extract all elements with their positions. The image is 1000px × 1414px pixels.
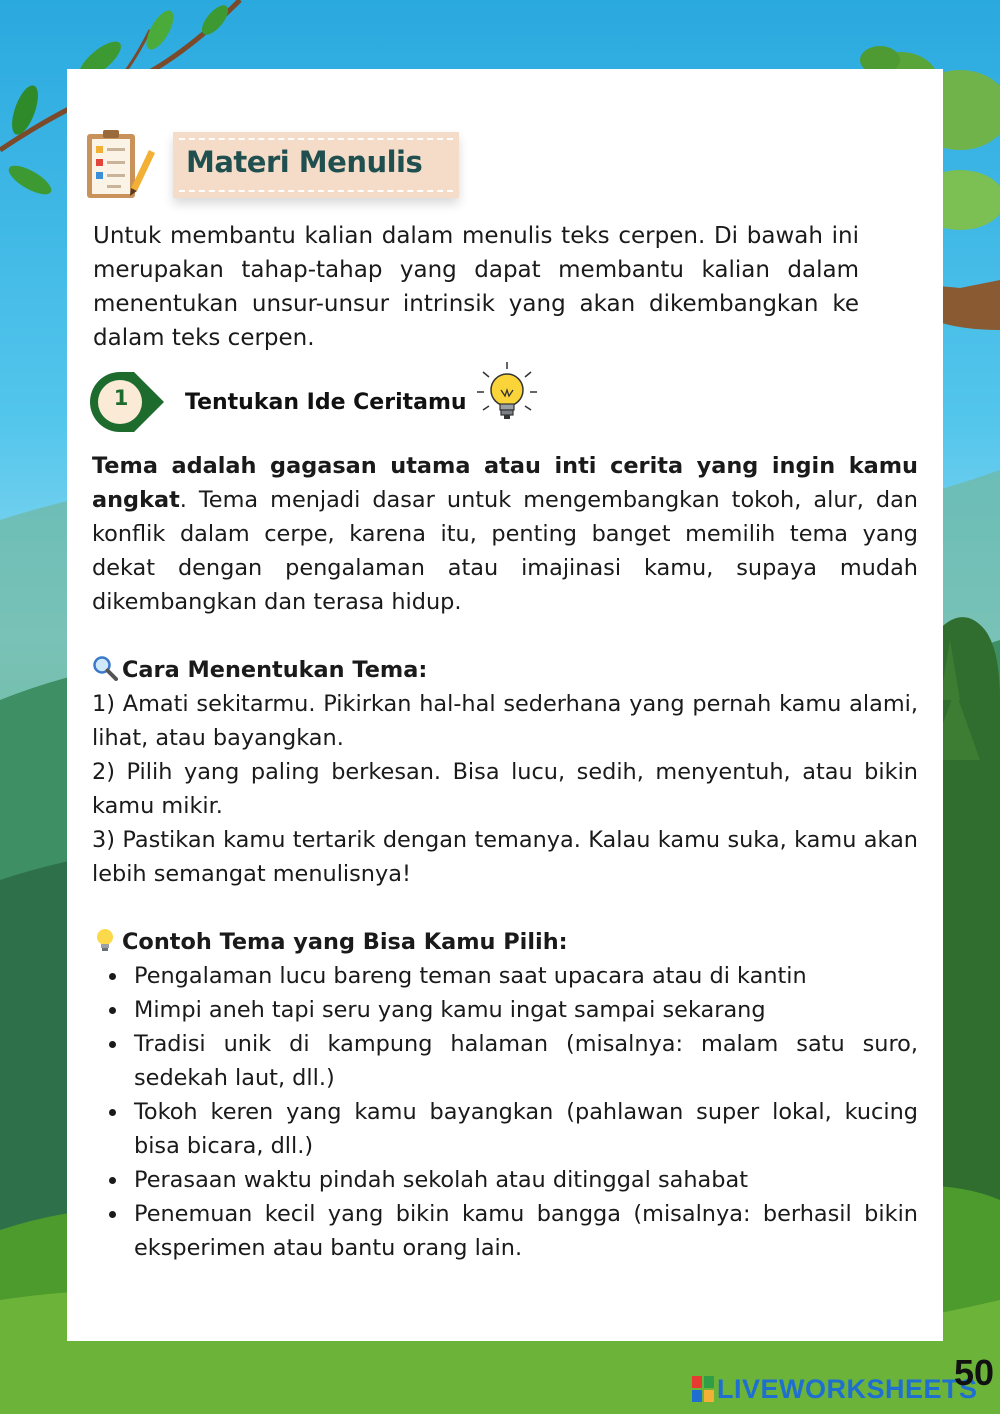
page-number: 50	[953, 1352, 994, 1393]
lightbulb-icon	[92, 927, 118, 953]
watermark-text: LIVEWORKSHEETS	[717, 1373, 978, 1404]
tema-definition-bold: Tema adalah gagasan utama atau inti cerita yang ingin kamu angkat	[92, 453, 918, 513]
cara-step-2: 2) Pilih yang paling berkesan. Bisa lucu, sedih, menyentuh, atau bikin kamu mikir.	[92, 759, 918, 819]
lightbulb-icon	[475, 360, 539, 426]
page-title: Materi Menulis	[186, 145, 423, 179]
tema-definition-rest: . Tema menjadi dasar untuk mengembangkan tokoh, alur, dan konflik dalam cerpe, karena itu, penting banget memilih tema yang dekat dengan pengalaman atau imajinasi kamu, supaya mudah dikembangkan dan terasa hidup.	[92, 487, 918, 615]
checklist-icon	[83, 128, 157, 206]
step-title: Tentukan Ide Ceritamu	[185, 390, 467, 415]
contoh-list	[92, 959, 918, 1265]
title-banner	[173, 132, 459, 198]
list-item: Perasaan waktu pindah sekolah atau ditinggal sahabat	[134, 1163, 918, 1197]
liveworksheets-logo-icon	[692, 1376, 714, 1402]
intro-paragraph: Untuk membantu kalian dalam menulis teks cerpen. Di bawah ini merupakan tahap-tahap yang dapat membantu kalian dalam menentukan unsur-unsur intrinsik yang akan dikembangkan ke dalam teks cerpen.	[93, 223, 859, 351]
list-item: Mimpi aneh tapi seru yang kamu ingat sampai sekarang	[134, 993, 918, 1027]
list-item: Penemuan kecil yang bikin kamu bangga (misalnya: berhasil bikin eksperimen atau bantu orang lain.	[134, 1197, 918, 1265]
tema-definition	[92, 449, 918, 619]
cara-heading	[92, 653, 918, 687]
cara-heading-text: Cara Menentukan Tema:	[122, 657, 428, 683]
magnifier-icon	[92, 655, 118, 681]
list-item: Tradisi unik di kampung halaman (misalnya: malam satu suro, sedekah laut, dll.)	[134, 1027, 918, 1095]
list-item: Tokoh keren yang kamu bayangkan (pahlawan super lokal, kucing bisa bicara, dll.)	[134, 1095, 918, 1163]
step-number: 1	[113, 386, 129, 410]
contoh-heading-text: Contoh Tema yang Bisa Kamu Pilih:	[122, 929, 568, 955]
cara-step-3: 3) Pastikan kamu tertarik dengan temanya. Kalau kamu suka, kamu akan lebih semangat menulisnya!	[92, 827, 918, 887]
main-content	[92, 449, 918, 1265]
cara-step-1: 1) Amati sekitarmu. Pikirkan hal-hal sederhana yang pernah kamu alami, lihat, atau bayangkan.	[92, 691, 918, 751]
list-item: Pengalaman lucu bareng teman saat upacara atau di kantin	[134, 959, 918, 993]
contoh-heading	[92, 925, 918, 959]
liveworksheets-watermark[interactable]	[692, 1372, 978, 1406]
